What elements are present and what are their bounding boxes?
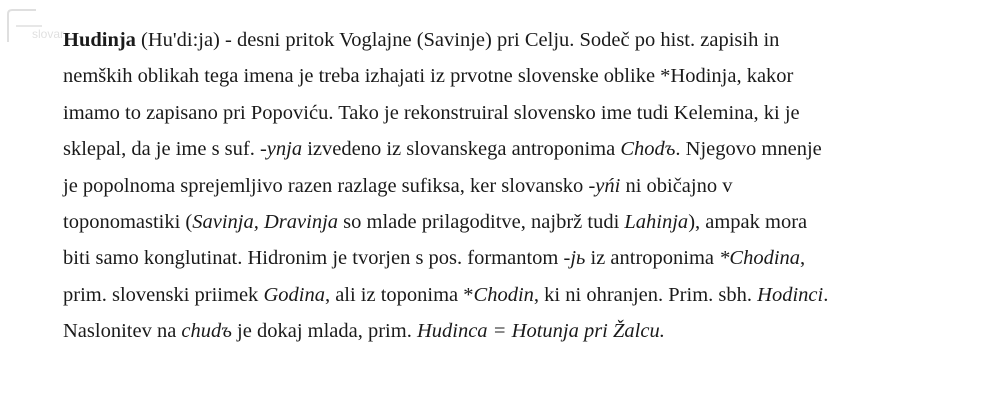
entry-line [63,22,963,58]
entry-line [63,168,963,204]
italic-term: Savinja, Dravinja [192,211,339,234]
italic-term: Chodin [473,283,534,306]
entry-text: iz antroponima [585,247,720,270]
entry-line [63,277,963,313]
italic-term: -jь [563,247,586,270]
entry-text: , ki ni ohranjen. Prim. sbh. [533,283,758,306]
entry-text: je dokaj mlada, prim. [231,320,417,343]
entry-text: nemških oblikah tega imena je treba izhajati iz prvotne slovenske oblike *Hodinja, kakor [63,65,794,88]
entry-text: imamo to zapisano pri Popoviću. Tako je rekonstruiral slovensko ime tudi Kelemina, ki je [63,101,800,124]
entry-text: biti samo konglutinat. Hidronim je tvorjen s pos. formantom [63,247,564,270]
entry-text: sklepal, da je ime s suf. [63,138,260,161]
entry-text: izvedeno iz slovanskega antroponima [302,138,621,161]
italic-term: *Chodina [719,247,801,270]
italic-term: Hodinci [757,283,824,306]
entry-text: ), ampak mora [688,211,808,234]
entry-text: prim. slovenski priimek [63,283,264,306]
italic-term: Chodъ [620,138,676,161]
entry-line [63,240,963,276]
dictionary-entry [63,22,963,350]
italic-term: -ynja [259,138,303,161]
entry-line [63,313,963,349]
entry-text: , ali iz toponima * [324,283,474,306]
entry-line [63,204,963,240]
entry-line [63,58,963,94]
entry-text: . [823,283,829,306]
italic-term: Godina [263,283,325,306]
entry-text: je popolnoma sprejemljivo razen razlage sufiksa, ker slovansko [63,174,589,197]
italic-term: Hudinca = Hotunja pri Žalcu. [416,320,665,343]
entry-text: (Hu'di:ja) - desni pritok Voglajne (Savinje) pri Celju. Sodeč po hist. zapisih in [135,29,780,51]
entry-text: , [800,247,806,270]
entry-text: toponomastiki ( [63,211,193,234]
watermark-text: slovar [32,27,65,41]
entry-text: . Njegovo mnenje [675,138,822,161]
entry-text: Naslonitev na [63,320,182,343]
entry-text: so mlade prilagoditve, najbrž tudi [338,211,625,234]
entry-text: ni običajno v [620,174,733,197]
entry-line [63,131,963,167]
italic-term: -yńi [588,174,621,197]
headword: Hudinja [63,29,136,51]
italic-term: chudъ [181,320,232,343]
italic-term: Lahinja [624,211,689,234]
entry-line [63,95,963,131]
